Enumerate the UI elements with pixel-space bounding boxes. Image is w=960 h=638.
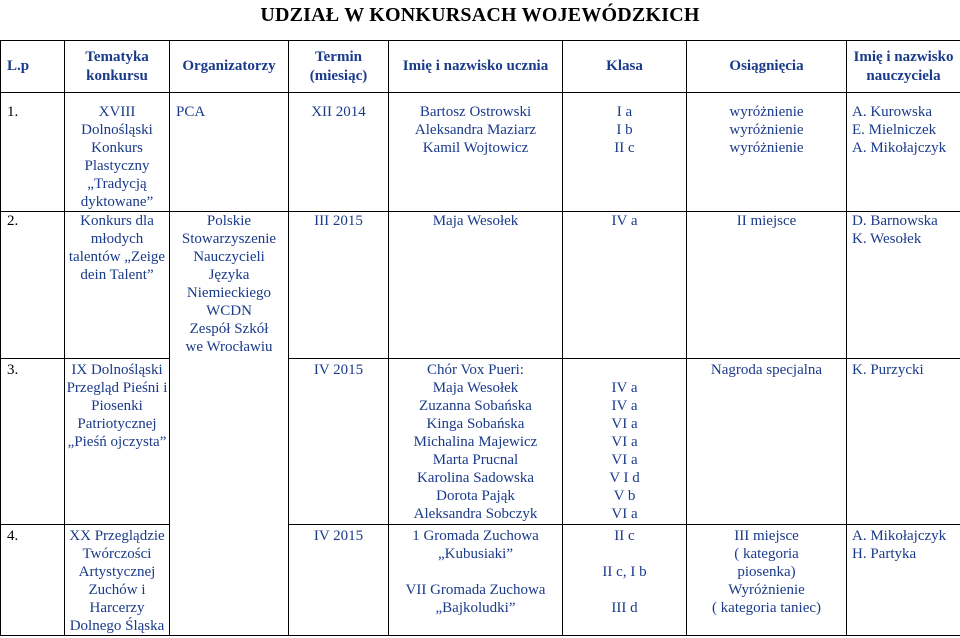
term-value: III 2015 bbox=[314, 213, 363, 229]
achievement: Nagroda specjalna bbox=[710, 362, 823, 378]
cell-term bbox=[289, 359, 389, 525]
cell-teachers bbox=[847, 359, 960, 525]
teacher-name: K. Purzycki bbox=[852, 362, 924, 378]
cell-term bbox=[289, 525, 389, 636]
organizer-line: we Wrocławiu bbox=[185, 339, 273, 355]
cell-teachers bbox=[847, 93, 960, 212]
organizer-line: Niemieckiego bbox=[186, 285, 272, 301]
table-row bbox=[1, 212, 960, 359]
class-value: VI a bbox=[611, 434, 638, 450]
organizer-line: Nauczycieli bbox=[193, 249, 265, 265]
student-name: Marta Prucnal bbox=[432, 452, 519, 468]
achievement: wyróżnienie bbox=[729, 122, 804, 138]
cell-students bbox=[389, 93, 563, 212]
cell-theme bbox=[65, 93, 170, 212]
theme-line: Przegląd Pieśni i bbox=[66, 380, 168, 396]
cell-teachers bbox=[847, 212, 960, 359]
class-value: VI a bbox=[611, 452, 638, 468]
organizer-line: Polskie bbox=[206, 213, 252, 229]
theme-line: młodych bbox=[90, 231, 144, 247]
term-value: XII 2014 bbox=[311, 104, 366, 120]
teacher-name: H. Partyka bbox=[852, 546, 917, 562]
achievement: ( kategoria bbox=[734, 546, 799, 562]
student-name: Kamil Wojtowicz bbox=[422, 140, 529, 156]
class-value: V b bbox=[613, 488, 636, 504]
table-row bbox=[1, 359, 960, 525]
cell-achievements bbox=[687, 359, 847, 525]
cell-achievements bbox=[687, 93, 847, 212]
header-organizers: Organizatorzy bbox=[170, 41, 289, 93]
achievement: III miejsce bbox=[734, 528, 799, 544]
theme-line: Konkurs dla bbox=[80, 213, 154, 229]
cell-lp bbox=[1, 525, 65, 636]
student-name: Aleksandra Sobczyk bbox=[413, 506, 538, 522]
cell-organizers bbox=[170, 93, 289, 212]
cell-achievements bbox=[687, 212, 847, 359]
lp-value: 4. bbox=[7, 528, 19, 544]
student-name: Karolina Sadowska bbox=[416, 470, 535, 486]
achievement: wyróżnienie bbox=[729, 104, 804, 120]
student-name: 1 Gromada Zuchowa bbox=[412, 528, 539, 544]
header-achievements: Osiągnięcia bbox=[687, 41, 847, 93]
student-name: Maja Wesołek bbox=[432, 380, 519, 396]
cell-theme bbox=[65, 212, 170, 359]
cell-lp bbox=[1, 212, 65, 359]
lp-value: 3. bbox=[7, 362, 19, 378]
cell-theme bbox=[65, 525, 170, 636]
achievement: ( kategoria taniec) bbox=[711, 600, 822, 616]
class-value: II c, I b bbox=[602, 564, 647, 580]
theme-line: „Pieśń ojczysta” bbox=[67, 434, 167, 450]
class-value: II c bbox=[614, 528, 635, 544]
term-value: IV 2015 bbox=[313, 362, 364, 378]
student-name: „Bajkoludki” bbox=[435, 600, 516, 616]
student-name: Kinga Sobańska bbox=[426, 416, 525, 432]
class-value: I b bbox=[616, 122, 633, 138]
term-value: IV 2015 bbox=[313, 528, 364, 544]
achievement: II miejsce bbox=[736, 213, 797, 229]
cell-classes bbox=[563, 212, 687, 359]
theme-line: Dolnośląski bbox=[81, 122, 153, 138]
student-name: Michalina Majewicz bbox=[413, 434, 538, 450]
cell-classes bbox=[563, 525, 687, 636]
class-value: IV a bbox=[611, 213, 638, 229]
achievement: Wyróżnienie bbox=[728, 582, 805, 598]
organizer-line: Stowarzyszenie bbox=[181, 231, 277, 247]
header-row bbox=[1, 41, 960, 93]
organizer-line: Zespół Szkół bbox=[189, 321, 269, 337]
class-value: I a bbox=[616, 104, 633, 120]
theme-line: Harcerzy bbox=[89, 600, 145, 616]
cell-classes bbox=[563, 359, 687, 525]
teacher-name: D. Barnowska bbox=[852, 213, 938, 229]
cell-theme bbox=[65, 359, 170, 525]
student-name: Aleksandra Maziarz bbox=[414, 122, 537, 138]
achievement: wyróżnienie bbox=[729, 140, 804, 156]
contests-table bbox=[0, 40, 960, 636]
teacher-name: A. Mikołajczyk bbox=[852, 528, 947, 544]
class-value: IV a bbox=[611, 380, 638, 396]
header-theme: Tematyka konkursu bbox=[65, 41, 170, 93]
student-name bbox=[389, 563, 562, 581]
class-value: IV a bbox=[611, 398, 638, 414]
header-term: Termin (miesiąc) bbox=[289, 41, 389, 93]
theme-line: „Tradycją bbox=[87, 176, 147, 192]
student-name: Zuzanna Sobańska bbox=[419, 398, 532, 414]
theme-line: Plastyczny bbox=[84, 158, 150, 174]
theme-line: IX Dolnośląski bbox=[71, 362, 163, 378]
organizer-line: Języka bbox=[208, 267, 250, 283]
header-student: Imię i nazwisko ucznia bbox=[389, 41, 563, 93]
class-value bbox=[563, 361, 686, 379]
student-name: Bartosz Ostrowski bbox=[419, 104, 532, 120]
class-value bbox=[563, 545, 686, 563]
page-title: UDZIAŁ W KONKURSACH WOJEWÓDZKICH bbox=[260, 4, 700, 26]
cell-teachers bbox=[847, 525, 960, 636]
theme-line: Artystycznej bbox=[78, 564, 156, 580]
organizer-line: PCA bbox=[176, 104, 206, 120]
theme-line: XVIII bbox=[98, 104, 136, 120]
theme-line: dyktowane” bbox=[80, 194, 154, 210]
table-row bbox=[1, 525, 960, 636]
cell-achievements bbox=[687, 525, 847, 636]
cell-students bbox=[389, 359, 563, 525]
class-value bbox=[563, 581, 686, 599]
cell-students bbox=[389, 212, 563, 359]
cell-lp bbox=[1, 93, 65, 212]
cell-students bbox=[389, 525, 563, 636]
teacher-name: A. Mikołajczyk bbox=[852, 140, 947, 156]
achievement: piosenka) bbox=[737, 564, 796, 580]
cell-organizers bbox=[170, 212, 289, 636]
theme-line: dein Talent” bbox=[80, 267, 154, 283]
header-lp: L.p bbox=[1, 41, 65, 93]
lp-value: 2. bbox=[7, 213, 19, 229]
theme-line: Piosenki bbox=[91, 398, 143, 414]
theme-line: XX Przeglądzie bbox=[69, 528, 165, 544]
student-name: VII Gromada Zuchowa bbox=[405, 582, 546, 598]
class-value: VI a bbox=[611, 506, 638, 522]
class-value: II c bbox=[614, 140, 635, 156]
theme-line: Dolnego Śląska bbox=[69, 618, 165, 634]
class-value: III d bbox=[611, 600, 638, 616]
teacher-name: K. Wesołek bbox=[852, 231, 922, 247]
organizer-line: WCDN bbox=[206, 303, 252, 319]
header-teacher: Imię i nazwisko nauczyciela bbox=[847, 41, 960, 93]
theme-line: talentów „Zeige bbox=[68, 249, 166, 265]
student-name: „Kubusiaki” bbox=[438, 546, 513, 562]
teacher-name: A. Kurowska bbox=[852, 104, 932, 120]
teacher-name: E. Mielniczek bbox=[852, 122, 937, 138]
cell-classes bbox=[563, 93, 687, 212]
cell-lp bbox=[1, 359, 65, 525]
class-value: VI a bbox=[611, 416, 638, 432]
cell-term bbox=[289, 93, 389, 212]
student-name: Maja Wesołek bbox=[432, 213, 519, 229]
student-name: Chór Vox Pueri: bbox=[427, 362, 524, 378]
table-row bbox=[1, 93, 960, 212]
theme-line: Twórczości bbox=[82, 546, 152, 562]
student-name: Dorota Pająk bbox=[436, 488, 515, 504]
theme-line: Konkurs bbox=[91, 140, 143, 156]
header-class: Klasa bbox=[563, 41, 687, 93]
lp-value: 1. bbox=[7, 104, 19, 120]
class-value: V I d bbox=[609, 470, 640, 486]
theme-line: Patriotycznej bbox=[77, 416, 157, 432]
theme-line: Zuchów i bbox=[88, 582, 146, 598]
cell-term bbox=[289, 212, 389, 359]
